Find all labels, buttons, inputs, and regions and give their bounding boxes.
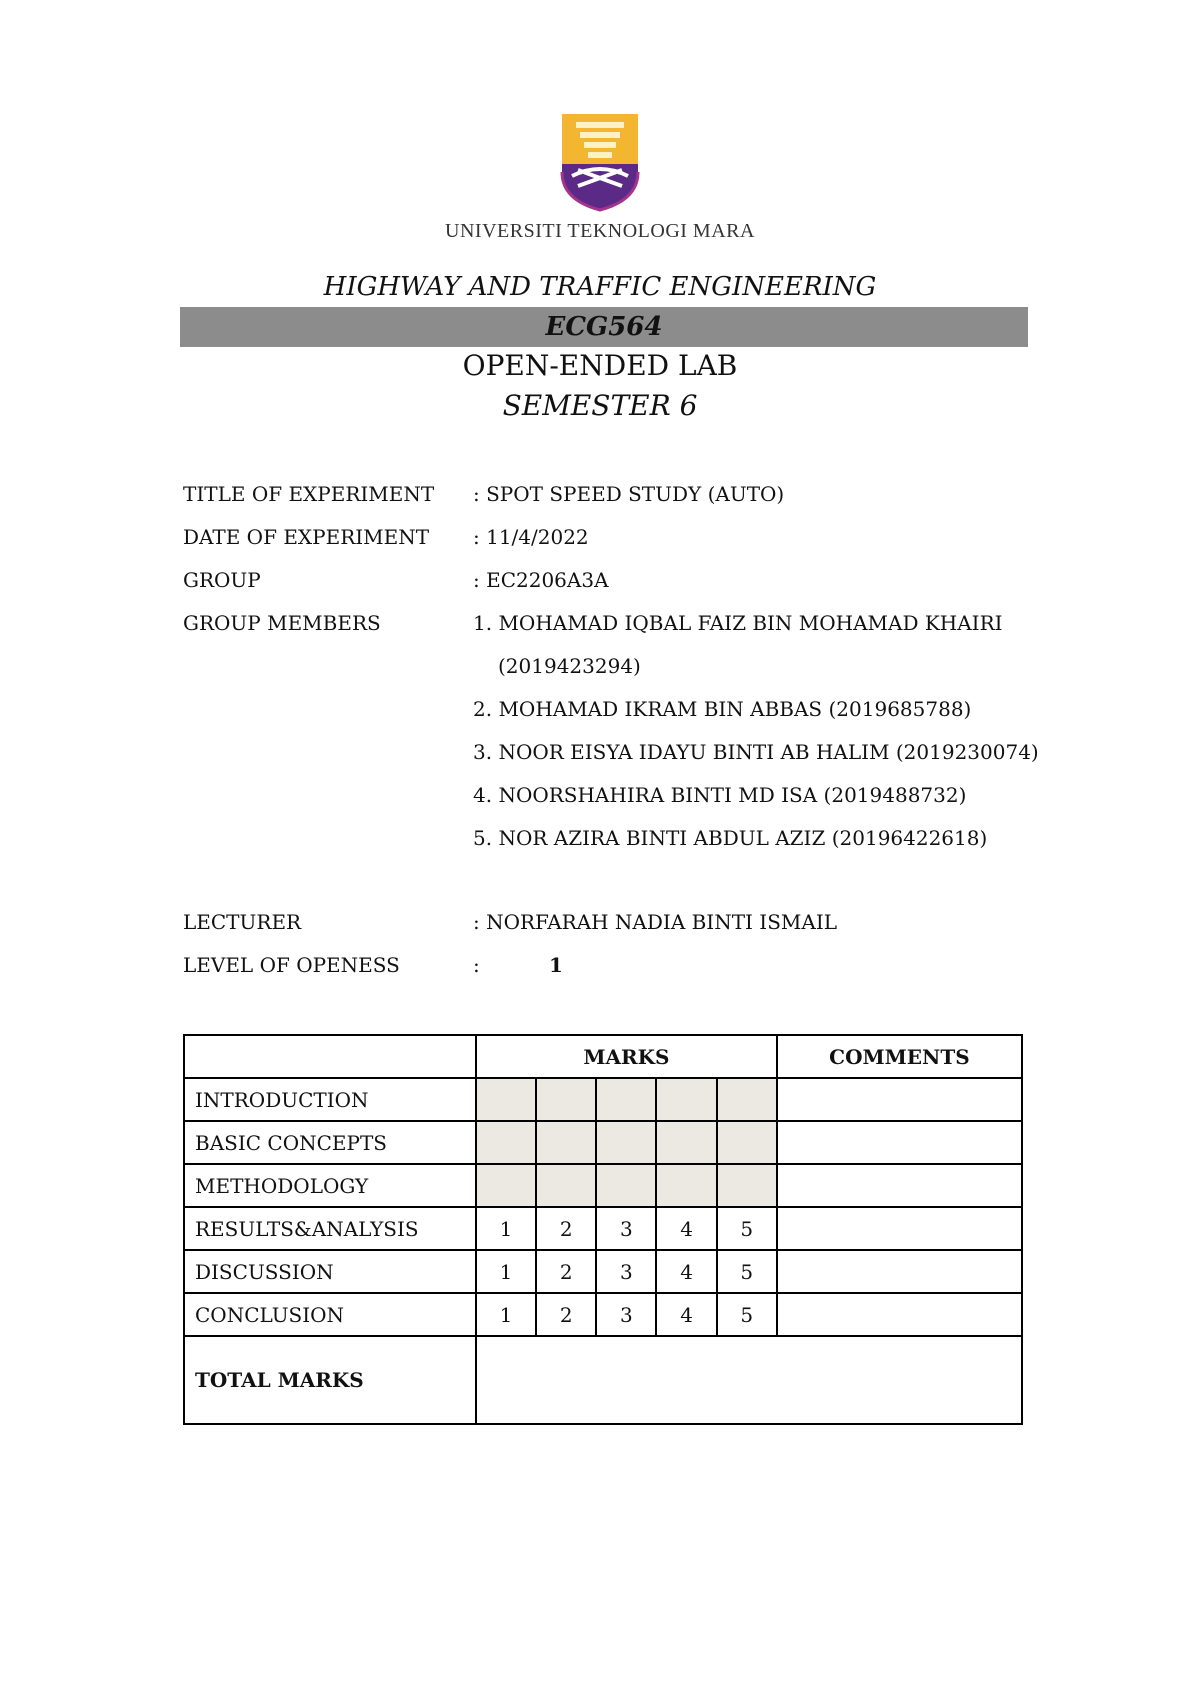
score-cell[interactable] <box>717 1078 777 1121</box>
date-label: DATE OF EXPERIMENT <box>183 525 430 549</box>
criterion-label: CONCLUSION <box>184 1293 476 1336</box>
score-cell[interactable]: 2 <box>536 1293 596 1336</box>
members-label: GROUP MEMBERS <box>183 611 381 635</box>
total-marks-label: TOTAL MARKS <box>184 1336 476 1424</box>
score-cell[interactable]: 2 <box>536 1250 596 1293</box>
score-cell[interactable] <box>717 1121 777 1164</box>
table-row <box>184 1121 1022 1164</box>
score-cell[interactable] <box>717 1164 777 1207</box>
score-cell[interactable]: 3 <box>596 1250 656 1293</box>
comment-cell[interactable] <box>777 1121 1022 1164</box>
member-3: 3. NOOR EISYA IDAYU BINTI AB HALIM (2019230074) <box>473 740 1039 764</box>
group-label: GROUP <box>183 568 261 592</box>
comment-cell[interactable] <box>777 1207 1022 1250</box>
score-cell[interactable] <box>476 1164 536 1207</box>
score-cell[interactable]: 3 <box>596 1207 656 1250</box>
course-title: HIGHWAY AND TRAFFIC ENGINEERING <box>323 272 877 302</box>
criterion-label: INTRODUCTION <box>184 1078 476 1121</box>
uitm-logo <box>560 112 640 212</box>
openess-colon: : <box>473 953 480 977</box>
score-cell[interactable]: 4 <box>656 1207 716 1250</box>
marks-table <box>183 1034 1023 1425</box>
score-cell[interactable]: 1 <box>476 1293 536 1336</box>
comment-cell[interactable] <box>777 1250 1022 1293</box>
score-cell[interactable]: 3 <box>596 1293 656 1336</box>
score-cell[interactable] <box>656 1164 716 1207</box>
member-1: 1. MOHAMAD IQBAL FAIZ BIN MOHAMAD KHAIRI <box>473 611 1003 635</box>
lab-type: OPEN-ENDED LAB <box>462 349 738 382</box>
member-5: 5. NOR AZIRA BINTI ABDUL AZIZ (20196422618) <box>473 826 988 850</box>
score-cell[interactable] <box>596 1164 656 1207</box>
score-cell[interactable] <box>536 1121 596 1164</box>
group-value: : EC2206A3A <box>473 568 609 592</box>
openess-label: LEVEL OF OPENESS <box>183 953 400 977</box>
openess-value: 1 <box>549 953 563 977</box>
criterion-label: DISCUSSION <box>184 1250 476 1293</box>
criterion-label: RESULTS&ANALYSIS <box>184 1207 476 1250</box>
score-cell[interactable] <box>596 1078 656 1121</box>
total-row <box>184 1336 1022 1424</box>
member-1-id: (2019423294) <box>498 654 641 678</box>
member-2: 2. MOHAMAD IKRAM BIN ABBAS (2019685788) <box>473 697 972 721</box>
table-row <box>184 1078 1022 1121</box>
criterion-label: BASIC CONCEPTS <box>184 1121 476 1164</box>
comment-cell[interactable] <box>777 1293 1022 1336</box>
university-name: UNIVERSITI TEKNOLOGI MARA <box>445 220 755 242</box>
score-cell[interactable]: 1 <box>476 1250 536 1293</box>
score-cell[interactable]: 4 <box>656 1293 716 1336</box>
score-cell[interactable] <box>476 1121 536 1164</box>
score-cell[interactable]: 5 <box>717 1207 777 1250</box>
table-row <box>184 1207 1022 1250</box>
table-row <box>184 1293 1022 1336</box>
course-code: ECG564 <box>180 307 1028 347</box>
table-row <box>184 1250 1022 1293</box>
score-cell[interactable]: 5 <box>717 1293 777 1336</box>
score-cell[interactable] <box>536 1164 596 1207</box>
comment-cell[interactable] <box>777 1164 1022 1207</box>
score-cell[interactable] <box>476 1078 536 1121</box>
comment-cell[interactable] <box>777 1078 1022 1121</box>
marks-header: MARKS <box>476 1035 777 1078</box>
score-cell[interactable]: 5 <box>717 1250 777 1293</box>
lecturer-label: LECTURER <box>183 910 302 934</box>
date-value: : 11/4/2022 <box>473 525 589 549</box>
score-cell[interactable] <box>536 1078 596 1121</box>
lecturer-value: : NORFARAH NADIA BINTI ISMAIL <box>473 910 838 934</box>
criterion-label: METHODOLOGY <box>184 1164 476 1207</box>
header-empty-cell <box>184 1035 476 1078</box>
title-label: TITLE OF EXPERIMENT <box>183 482 435 506</box>
title-value: : SPOT SPEED STUDY (AUTO) <box>473 482 785 506</box>
semester: SEMESTER 6 <box>502 389 698 422</box>
score-cell[interactable] <box>656 1121 716 1164</box>
score-cell[interactable] <box>656 1078 716 1121</box>
score-cell[interactable]: 2 <box>536 1207 596 1250</box>
comments-header: COMMENTS <box>777 1035 1022 1078</box>
score-cell[interactable]: 4 <box>656 1250 716 1293</box>
score-cell[interactable]: 1 <box>476 1207 536 1250</box>
table-row <box>184 1164 1022 1207</box>
table-header-row <box>184 1035 1022 1078</box>
member-4: 4. NOORSHAHIRA BINTI MD ISA (2019488732) <box>473 783 967 807</box>
total-marks-cell[interactable] <box>476 1336 1022 1424</box>
score-cell[interactable] <box>596 1121 656 1164</box>
